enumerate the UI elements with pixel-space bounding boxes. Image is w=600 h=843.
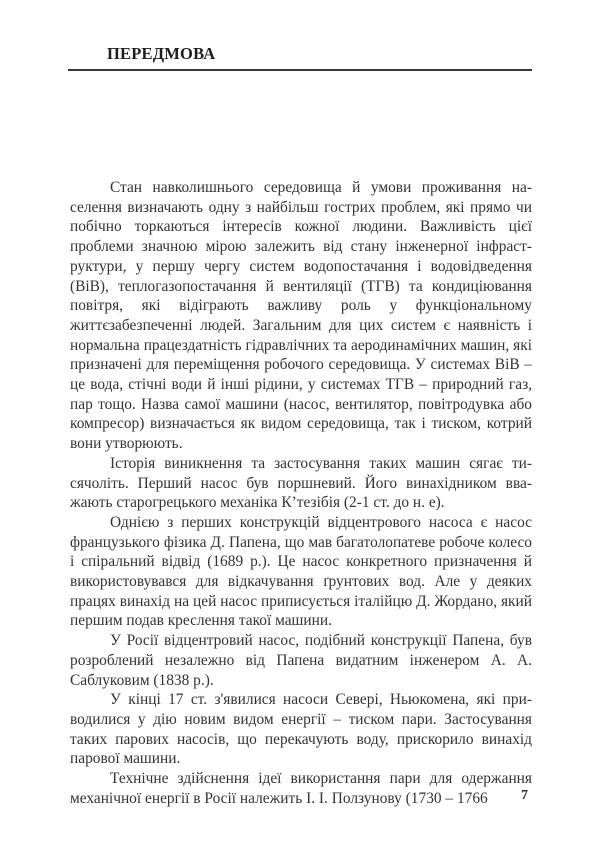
page-header <box>68 44 532 64</box>
paragraph: У Росії відцентровий насос, подібний конструкції Папена, був розроблений незалежно від Папена видатним інженером А. А. Саблуковим (1838 р.). <box>70 632 532 689</box>
paragraph: Однією з перших конструкцій відцентрового насоса є насос французького фізика Д. Папена, що мав багатолопатеве робоче колесо і спіральний відвід (1689 р.). Це насос конкретного призначення й використовувався для відкачування ґрунтових вод. Але у деяких працях винахід на цей насос приписується італійцю Д. Жордано, який першим подав креслення такої машини. <box>70 513 532 630</box>
header-divider <box>68 69 532 71</box>
page-number: 7 <box>521 788 528 803</box>
paragraph: Історія виникнення та застосування таких машин сягає тисячоліть. Перший насос був поршневий. Його винахідником вважають старогрецького механіка К’тезібія (2-1 ст. до н. е). <box>70 454 532 512</box>
chapter-title: ПЕРЕДМОВА <box>107 44 216 63</box>
body-text <box>70 178 532 809</box>
paragraph: Стан навколишнього середовища й умови проживання населення визначають одну з найбільш гострих проблем, які прямо чи побічно торкаються інтересів кожної людини. Важливість цієї проблеми значною мірою залежить від стану інженерної інфраструктури, у першу чергу систем водопостачання і водовідведення (ВіВ), теплогазопостачання й вентиляції (ТГВ) та кондиціювання повітря, які відіграють важливу роль у функціональному життєзабезпеченні людей. Загальним для цих систем є наявність і нормальна працездатність гідравлічних та аеродинамічних машин, які призначені для переміщення робочого середовища. У системах ВіВ – це вода, стічні води й інші рідини, у системах ТГВ – природний газ, пар тощо. Назва самої машини (насос, вентилятор, повітродувка або компресор) визначається як видом середовища, так і тиском, котрий вони утворюють. <box>70 179 532 453</box>
paragraph: У кінці 17 ст. з'явилися насоси Севері, Ньюкомена, які приводилися у дію новим видом енергії – тиском пари. Застосування таких парових насосів, що перекачують воду, прискорило винахід парової машини. <box>70 691 532 768</box>
paragraph: Технічне здійснення ідеї використання пари для одержання механічної енергії в Росії належить І. І. Ползунову (1730 – 1766 <box>70 770 532 807</box>
